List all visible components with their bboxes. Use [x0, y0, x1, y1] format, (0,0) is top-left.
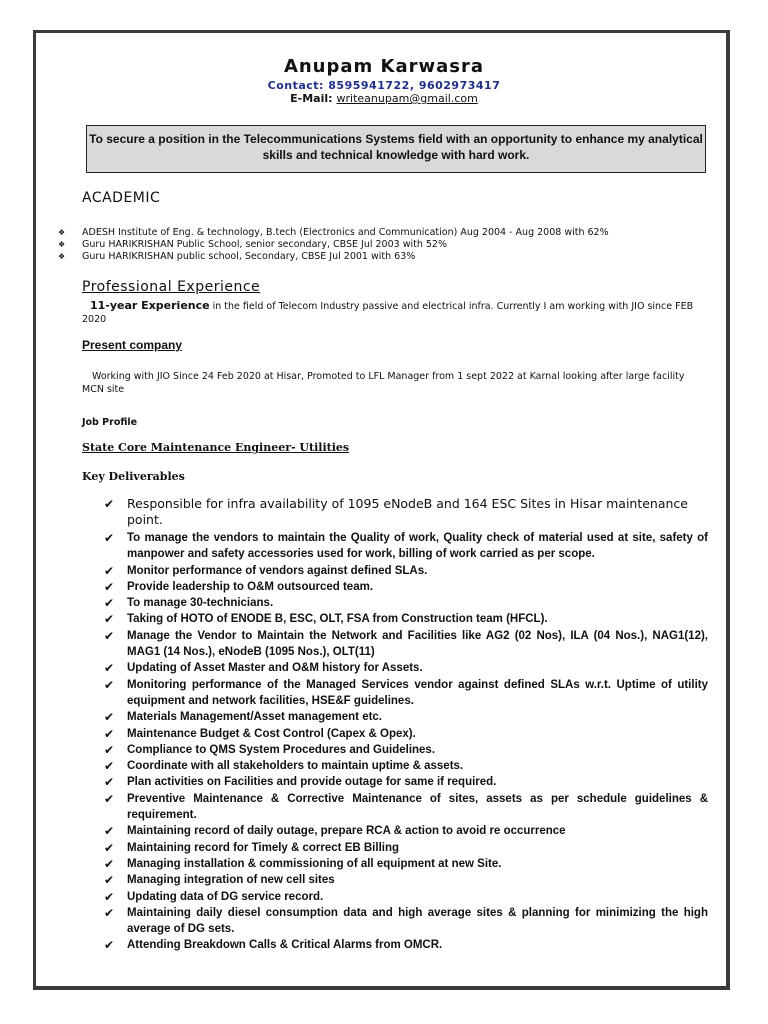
- job-profile-label: Job Profile: [82, 417, 138, 428]
- academic-list: [58, 227, 609, 263]
- list-item: ✔ Attending Breakdown Calls & Critical Alarms from OMCR.: [104, 937, 708, 953]
- list-item: ✔ Preventive Maintenance & Corrective Maintenance of sites, assets as per schedule guidelines & requirement.: [104, 791, 708, 824]
- email-label: E-Mail:: [290, 92, 333, 105]
- email-line: [0, 92, 768, 105]
- list-item: ✔ Materials Management/Asset management etc.: [104, 709, 708, 725]
- candidate-name: Anupam Karwasra: [283, 56, 485, 77]
- contact-numbers: Contact: 8595941722, 9602973417: [267, 79, 501, 92]
- list-item: ✔ Managing integration of new cell sites: [104, 872, 708, 888]
- email-link[interactable]: writeanupam@gmail.com: [336, 92, 478, 105]
- list-item: ❖ ADESH Institute of Eng. & technology, B.tech (Electronics and Communication) Aug 2004 - Aug 2008 with 62%: [58, 227, 609, 239]
- list-item: ✔ Updating data of DG service record.: [104, 889, 708, 905]
- list-item: ✔ Plan activities on Facilities and provide outage for same if required.: [104, 774, 708, 790]
- list-item: ❖ Guru HARIKRISHAN public school, Secondary, CBSE Jul 2001 with 63%: [58, 251, 609, 263]
- list-item: ✔ Compliance to QMS System Procedures and Guidelines.: [104, 742, 708, 758]
- list-item: ✔ Maintaining daily diesel consumption data and high average sites & planning for minimizing the high average of DG sets.: [104, 905, 708, 938]
- deliverables-list: [104, 496, 708, 954]
- list-item: ✔ Taking of HOTO of ENODE B, ESC, OLT, FSA from Construction team (HFCL).: [104, 611, 708, 627]
- list-item: ✔ Monitoring performance of the Managed Services vendor against defined SLAs w.r.t. Uptime of utility equipment and network facilities, HSE&F guidelines.: [104, 677, 708, 710]
- experience-summary: [82, 299, 702, 326]
- list-item: ✔ Managing installation & commissioning of all equipment at new Site.: [104, 856, 708, 872]
- list-item: ✔ Maintenance Budget & Cost Control (Capex & Opex).: [104, 726, 708, 742]
- experience-years: 11-year Experience: [90, 299, 210, 312]
- objective-box: To secure a position in the Telecommunications Systems field with an opportunity to enhance my analytical skills and technical knowledge with hard work.: [86, 125, 706, 173]
- list-item: ✔ Manage the Vendor to Maintain the Network and Facilities like AG2 (02 Nos), ILA (04 Nos.), NAG1(12), MAG1 (14 Nos.), eNodeB (1095 Nos.), OLT(11): [104, 628, 708, 661]
- list-item: ✔ Maintaining record for Timely & correct EB Billing: [104, 840, 708, 856]
- list-item: ✔ To manage 30-technicians.: [104, 595, 708, 611]
- list-item: ✔ Monitor performance of vendors against defined SLAs.: [104, 563, 708, 579]
- experience-summary-text: in the field of Telecom Industry passive and electrical infra. Currently I am working with JIO since FEB 2020: [82, 301, 694, 325]
- list-item: ✔ Coordinate with all stakeholders to maintain uptime & assets.: [104, 758, 708, 774]
- list-item: ✔ Provide leadership to O&M outsourced team.: [104, 579, 708, 595]
- experience-heading: Professional Experience: [82, 279, 261, 295]
- list-item: ✔ Responsible for infra availability of 1095 eNodeB and 164 ESC Sites in Hisar maintenance point.: [104, 496, 708, 528]
- list-item: ❖ Guru HARIKRISHAN Public School, senior secondary, CBSE Jul 2003 with 52%: [58, 239, 609, 251]
- list-item: ✔ To manage the vendors to maintain the Quality of work, Quality check of material used at site, safety of manpower and safety accessories used for work, billing of work carried as per scope.: [104, 530, 708, 563]
- present-company-heading: Present company: [82, 338, 183, 352]
- academic-heading: ACADEMIC: [82, 190, 161, 206]
- list-item: ✔ Updating of Asset Master and O&M history for Assets.: [104, 660, 708, 676]
- present-company-text: Working with JIO Since 24 Feb 2020 at Hisar, Promoted to LFL Manager from 1 sept 2022 at Karnal looking after large facility MCN site: [82, 371, 685, 395]
- list-item: ✔ Maintaining record of daily outage, prepare RCA & action to avoid re occurrence: [104, 823, 708, 839]
- key-deliverables-heading: Key Deliverables: [82, 470, 185, 483]
- role-title: State Core Maintenance Engineer- Utilities: [82, 441, 350, 454]
